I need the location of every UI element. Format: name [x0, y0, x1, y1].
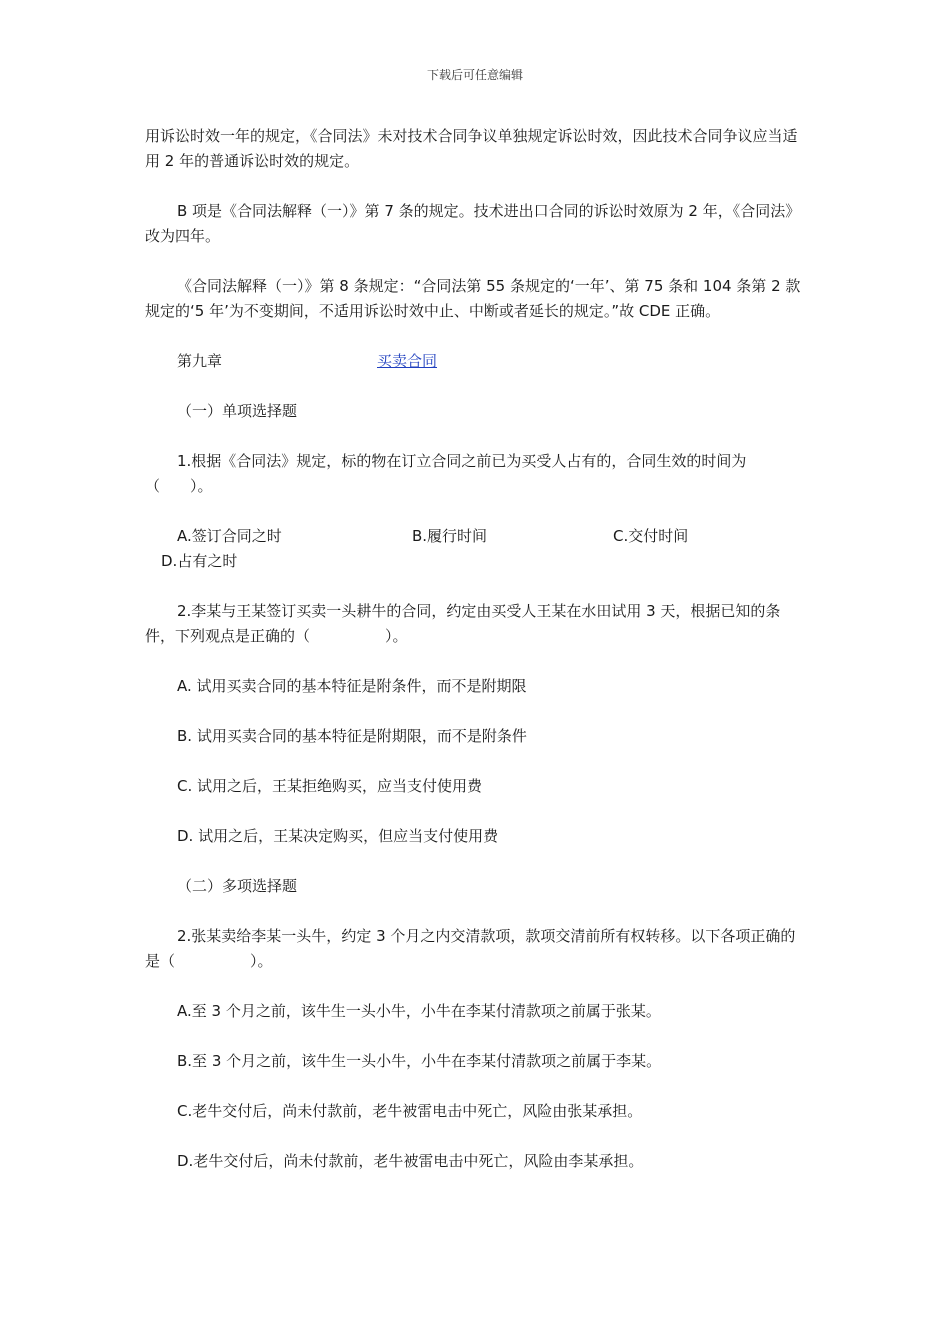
- question-1-option-d: D.占有之时: [161, 552, 238, 570]
- question-2-option-b: B. 试用买卖合同的基本特征是附期限，而不是附条件: [177, 727, 527, 745]
- question-3-option-a: A.至 3 个月之前，该牛生一头小牛，小牛在李某付清款项之前属于张某。: [177, 1002, 661, 1020]
- document-body: [145, 124, 807, 1174]
- section-multiple-choice-title: （二）多项选择题: [177, 877, 298, 895]
- question-3-option-d: D.老牛交付后，尚未付款前，老牛被雷电击中死亡，风险由李某承担。: [177, 1152, 644, 1170]
- question-1-option-a: A.签订合同之时: [177, 527, 282, 545]
- question-2-option-d: D. 试用之后，王某决定购买，但应当支付使用费: [177, 827, 499, 845]
- section-single-choice-title: （一）单项选择题: [177, 402, 298, 420]
- chapter-number: 第九章: [177, 352, 223, 370]
- question-3-option-c: C.老牛交付后，尚未付款前，老牛被雷电击中死亡，风险由张某承担。: [177, 1102, 643, 1120]
- paragraph-option-b: B 项是《合同法解释（一）》第 7 条的规定。技术进出口合同的诉讼时效原为 2 年，《合同法》改为四年。: [145, 202, 801, 245]
- question-2-option-a: A. 试用买卖合同的基本特征是附条件，而不是附期限: [177, 677, 527, 695]
- question-1-option-c: C.交付时间: [613, 527, 689, 545]
- question-3-option-b: B.至 3 个月之前，该牛生一头小牛，小牛在李某付清款项之前属于李某。: [177, 1052, 662, 1070]
- chapter-title-link[interactable]: 买卖合同: [377, 352, 438, 370]
- question-2-text: 2.李某与王某签订买卖一头耕牛的合同，约定由买受人王某在水田试用 3 天，根据已知的条件，下列观点是正确的（ ）。: [145, 602, 781, 645]
- question-1-text: 1.根据《合同法》规定，标的物在订立合同之前已为买受人占有的，合同生效的时间为（ ）。: [145, 452, 747, 495]
- question-2-option-c: C. 试用之后，王某拒绝购买，应当支付使用费: [177, 777, 483, 795]
- question-3-text: 2.张某卖给李某一头牛，约定 3 个月之内交清款项，款项交清前所有权转移。以下各项正确的是（ ）。: [145, 927, 796, 970]
- paragraph-article-8: 《合同法解释（一）》第 8 条规定：“合同法第 55 条规定的‘一年’、第 75 条和 104 条第 2 款规定的‘5 年’为不变期间，不适用诉讼时效中止、中断或者延长的规定。”故 CDE 正确。: [145, 277, 801, 320]
- chapter-heading: [145, 349, 807, 374]
- question-1-option-b: B.履行时间: [412, 527, 488, 545]
- question-1-options-row: [145, 524, 807, 549]
- paragraph-statute-of-limitations: 用诉讼时效一年的规定，《合同法》未对技术合同争议单独规定诉讼时效，因此技术合同争议应当适用 2 年的普通诉讼时效的规定。: [145, 127, 798, 170]
- page-header: 下载后可任意编辑: [426, 68, 523, 82]
